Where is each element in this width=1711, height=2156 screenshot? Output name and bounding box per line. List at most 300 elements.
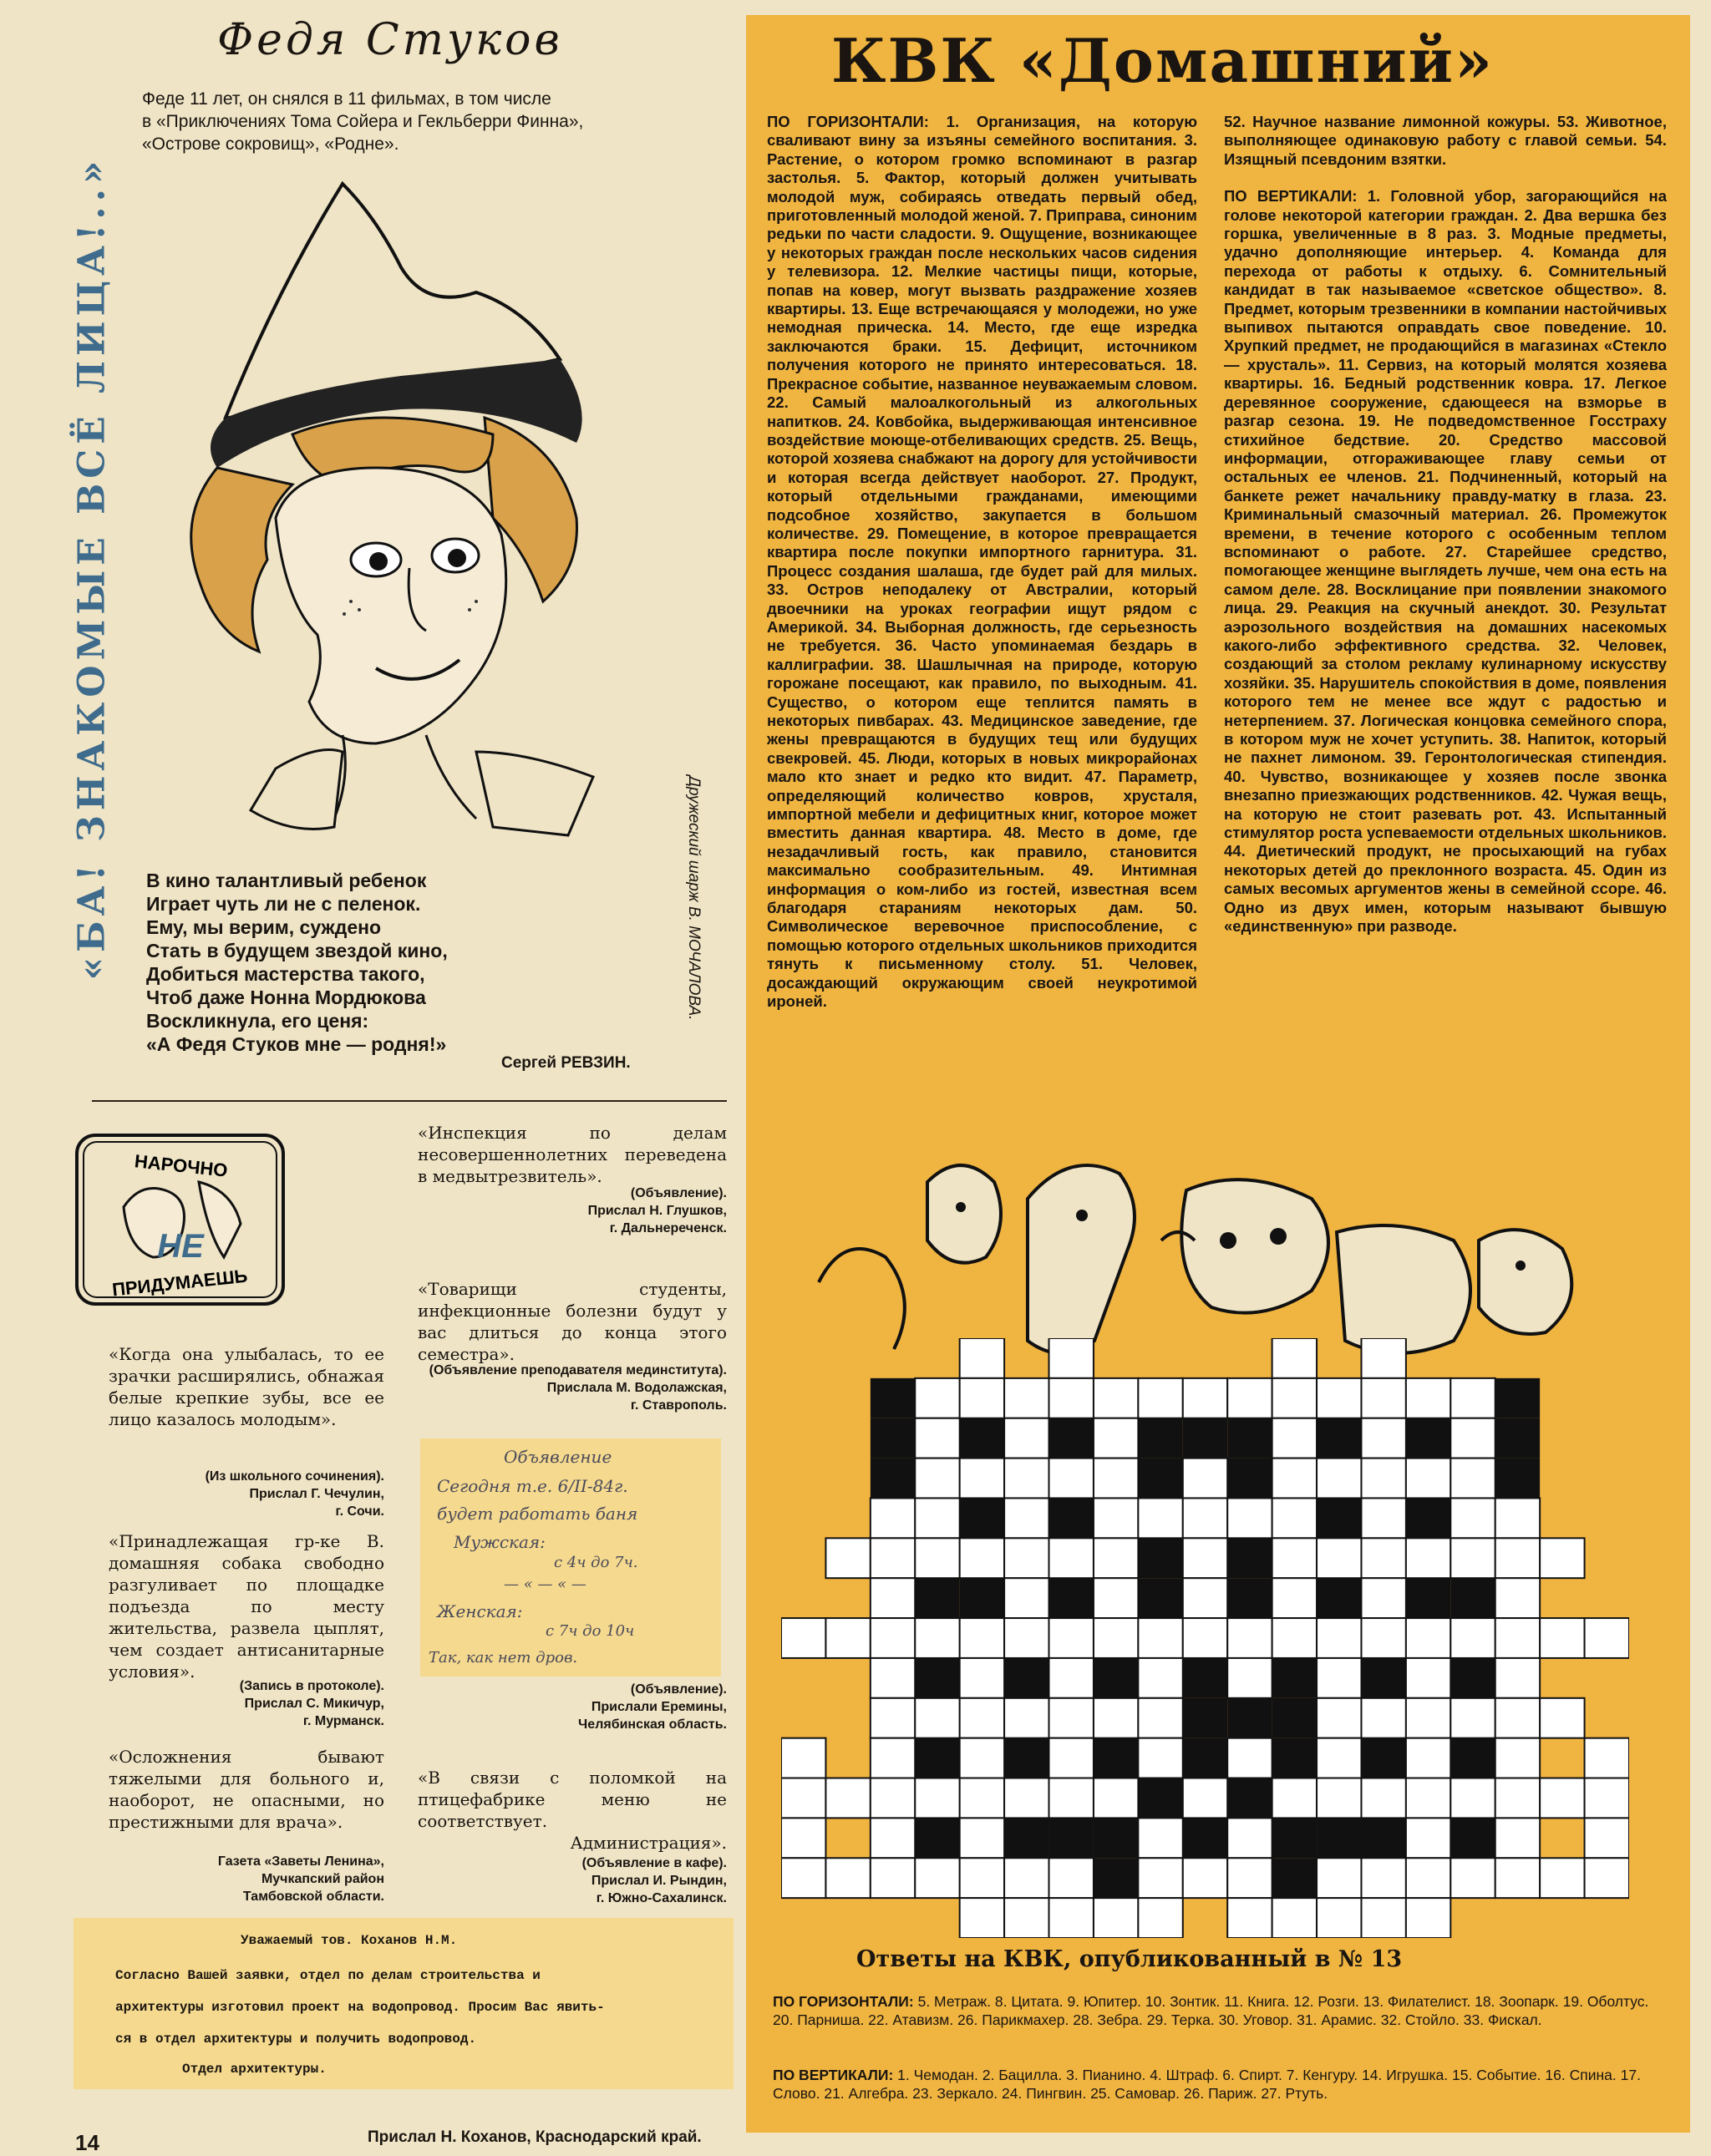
quote-source xyxy=(418,1185,727,1237)
grid-cell-white xyxy=(1272,1898,1317,1938)
grid-cell-white xyxy=(1540,1778,1584,1819)
note-line: с 7ч до 10ч xyxy=(546,1622,635,1640)
grid-cell-white xyxy=(960,1858,1004,1898)
grid-cell-black xyxy=(1495,1458,1540,1499)
article-title: Федя Стуков xyxy=(217,15,563,65)
grid-cell-white xyxy=(960,1818,1004,1858)
grid-cell-white xyxy=(1406,1778,1450,1819)
grid-cell-black xyxy=(915,1658,959,1698)
grid-cell-black xyxy=(1585,1538,1629,1578)
grid-cell-white xyxy=(871,1778,915,1819)
grid-cell-white xyxy=(1495,1578,1540,1618)
grid-cell-white xyxy=(1094,1698,1138,1738)
grid-cell-black xyxy=(1049,1578,1094,1618)
grid-cell-white xyxy=(1183,1858,1227,1898)
grid-cell-black xyxy=(1272,1738,1317,1778)
grid-cell-white xyxy=(960,1698,1004,1738)
grid-cell-white xyxy=(871,1858,915,1898)
quote-source xyxy=(109,1853,384,1905)
grid-cell-black xyxy=(781,1538,825,1578)
grid-cell-black xyxy=(781,1338,825,1378)
badge-line-2: НЕ xyxy=(157,1228,204,1265)
grid-cell-black xyxy=(871,1378,915,1418)
grid-cell-black xyxy=(871,1338,915,1378)
answers-down xyxy=(773,2066,1671,2103)
grid-cell-white xyxy=(1227,1898,1272,1938)
grid-cell-black xyxy=(871,1458,915,1499)
grid-cell-white xyxy=(781,1778,825,1819)
grid-cell-white xyxy=(1183,1498,1227,1538)
grid-cell-white xyxy=(781,1858,825,1898)
grid-cell-white xyxy=(1361,1858,1405,1898)
grid-cell-black xyxy=(1227,1418,1272,1458)
grid-cell-white xyxy=(1585,1778,1629,1819)
grid-cell-white xyxy=(1361,1698,1405,1738)
grid-cell-black xyxy=(1272,1858,1317,1898)
note-line: Мужская: xyxy=(454,1532,546,1552)
quote-source xyxy=(109,1677,384,1730)
grid-cell-white xyxy=(1138,1378,1182,1418)
grid-cell-white xyxy=(1317,1778,1361,1819)
grid-cell-black xyxy=(1138,1458,1182,1499)
grid-cell-black xyxy=(1585,1378,1629,1418)
grid-cell-black xyxy=(1317,1818,1361,1858)
grid-cell-white xyxy=(1094,1898,1138,1938)
grid-cell-white xyxy=(1495,1618,1540,1658)
grid-cell-black xyxy=(1094,1818,1138,1858)
note-line: Женская: xyxy=(437,1601,523,1621)
grid-cell-white xyxy=(1406,1858,1450,1898)
grid-cell-white xyxy=(825,1538,870,1578)
grid-cell-white xyxy=(1004,1498,1048,1538)
grid-cell-white xyxy=(1138,1858,1182,1898)
grid-cell-black xyxy=(1406,1498,1450,1538)
poem-line: Добиться мастерства такого, xyxy=(146,963,425,985)
grid-cell-white xyxy=(1004,1698,1048,1738)
grid-cell-white xyxy=(1049,1458,1094,1499)
grid-cell-white xyxy=(1450,1858,1495,1898)
quote: «Товарищи студенты, инфекционные болезни будут у вас длиться до конца этого семестра». xyxy=(418,1279,727,1364)
grid-cell-white xyxy=(1227,1658,1272,1698)
quote-source xyxy=(418,1362,727,1414)
grid-cell-black xyxy=(1585,1898,1629,1938)
grid-cell-white xyxy=(1138,1498,1182,1538)
letter-line: ся в отдел архитектуры и получить водопровод. xyxy=(115,2032,477,2047)
grid-cell-white xyxy=(1272,1338,1317,1378)
grid-cell-white xyxy=(1317,1618,1361,1658)
grid-cell-black xyxy=(781,1578,825,1618)
grid-cell-white xyxy=(781,1818,825,1858)
grid-cell-white xyxy=(1004,1378,1048,1418)
grid-cell-black xyxy=(1183,1818,1227,1858)
grid-cell-black xyxy=(1004,1338,1048,1378)
note-line: с 4ч до 7ч. xyxy=(554,1554,638,1571)
grid-cell-black xyxy=(1138,1778,1182,1819)
grid-cell-white xyxy=(1406,1698,1450,1738)
grid-cell-white xyxy=(915,1418,959,1458)
grid-cell-black xyxy=(1540,1738,1584,1778)
grid-cell-white xyxy=(1049,1658,1094,1698)
grid-cell-white xyxy=(1049,1898,1094,1938)
grid-cell-white xyxy=(825,1618,870,1658)
grid-cell-black xyxy=(1317,1498,1361,1538)
grid-cell-white xyxy=(1004,1418,1048,1458)
grid-cell-white xyxy=(1317,1858,1361,1898)
quote-source-lead: Администрация». xyxy=(570,1833,727,1853)
source-line: (Объявление преподавателя мединститута). xyxy=(429,1363,727,1377)
grid-cell-black xyxy=(1585,1578,1629,1618)
grid-cell-white xyxy=(1317,1898,1361,1938)
letter-line: Уважаемый тов. Коханов Н.М. xyxy=(241,1933,458,1948)
grid-cell-white xyxy=(1495,1698,1540,1738)
grid-cell-white xyxy=(1317,1458,1361,1499)
grid-cell-white xyxy=(1049,1778,1094,1819)
caricature-credit-text: Дружеский шарж В. МОЧАЛОВА. xyxy=(685,775,703,1021)
grid-cell-black xyxy=(1227,1698,1272,1738)
grid-cell-white xyxy=(1272,1618,1317,1658)
grid-cell-black xyxy=(1361,1818,1405,1858)
grid-cell-white xyxy=(1361,1378,1405,1418)
grid-cell-white xyxy=(1272,1418,1317,1458)
grid-cell-white xyxy=(1183,1378,1227,1418)
grid-cell-white xyxy=(1004,1858,1048,1898)
grid-cell-white xyxy=(1138,1658,1182,1698)
grid-cell-white xyxy=(1450,1458,1495,1499)
grid-cell-black xyxy=(1004,1738,1048,1778)
grid-cell-black xyxy=(825,1898,870,1938)
grid-cell-white xyxy=(1183,1458,1227,1499)
grid-cell-black xyxy=(1183,1698,1227,1738)
grid-cell-black xyxy=(825,1738,870,1778)
grid-cell-white xyxy=(1227,1818,1272,1858)
note-line: Так, как нет дров. xyxy=(429,1649,578,1666)
grid-cell-white xyxy=(915,1778,959,1819)
grid-cell-black xyxy=(1361,1658,1405,1698)
quote: «Когда она улыбалась, то ее зрачки расширялись, обнажая белые крепкие зубы, все ее лицо казалось молодым». xyxy=(109,1344,384,1429)
grid-cell-black xyxy=(915,1898,959,1938)
grid-cell-white xyxy=(915,1858,959,1898)
grid-cell-black xyxy=(1540,1578,1584,1618)
intro-line: в «Приключениях Тома Сойера и Гекльберри Финна», xyxy=(142,112,584,131)
grid-cell-white xyxy=(1183,1578,1227,1618)
grid-cell-white xyxy=(871,1818,915,1858)
grid-cell-black xyxy=(1450,1338,1495,1378)
caricature-credit xyxy=(668,727,718,1069)
grid-cell-white xyxy=(1049,1378,1094,1418)
grid-cell-white xyxy=(1450,1618,1495,1658)
grid-cell-black xyxy=(1317,1418,1361,1458)
grid-cell-black xyxy=(1183,1898,1227,1938)
grid-cell-white xyxy=(1317,1538,1361,1578)
grid-cell-white xyxy=(871,1698,915,1738)
grid-cell-black xyxy=(781,1498,825,1538)
grid-cell-black xyxy=(1406,1578,1450,1618)
crossword-title: КВК «Домашний» xyxy=(831,25,1495,96)
grid-cell-black xyxy=(1540,1378,1584,1418)
grid-cell-black xyxy=(915,1338,959,1378)
grid-cell-black xyxy=(781,1378,825,1418)
grid-cell-black xyxy=(1540,1338,1584,1378)
grid-cell-white xyxy=(1049,1858,1094,1898)
grid-cell-white xyxy=(1406,1738,1450,1778)
source-line: г. Ставрополь. xyxy=(630,1398,727,1413)
grid-cell-white xyxy=(1004,1578,1048,1618)
poem-line: Воскликнула, его ценя: xyxy=(146,1010,369,1032)
grid-cell-black xyxy=(1450,1738,1495,1778)
grid-cell-black xyxy=(1227,1338,1272,1378)
divider xyxy=(92,1100,727,1102)
clues-column-2 xyxy=(1224,113,1667,936)
intro-line: Феде 11 лет, он снялся в 11 фильмах, в том числе xyxy=(142,89,551,109)
poem-line: Ему, мы верим, суждено xyxy=(146,916,382,938)
grid-cell-white xyxy=(1094,1538,1138,1578)
grid-cell-white xyxy=(915,1378,959,1418)
grid-cell-black xyxy=(1004,1658,1048,1698)
grid-cell-black xyxy=(1450,1818,1495,1858)
poem-line: Чтоб даже Нонна Мордюкова xyxy=(146,987,426,1008)
grid-cell-black xyxy=(825,1698,870,1738)
grid-cell-white xyxy=(1450,1498,1495,1538)
grid-cell-white xyxy=(1138,1618,1182,1658)
grid-cell-black xyxy=(1585,1418,1629,1458)
article-intro xyxy=(142,88,643,155)
grid-cell-white xyxy=(1361,1778,1405,1819)
grid-cell-black xyxy=(781,1458,825,1499)
grid-cell-white xyxy=(1272,1378,1317,1418)
grid-cell-black xyxy=(1183,1658,1227,1698)
grid-cell-white xyxy=(1004,1778,1048,1819)
answers-title: Ответы на КВК, опубликованный в № 13 xyxy=(856,1946,1403,1972)
poem-line: Играет чуть ли не с пеленок. xyxy=(146,893,421,915)
source-line: г. Мурманск. xyxy=(302,1714,384,1728)
grid-cell-black xyxy=(1094,1338,1138,1378)
grid-cell-white xyxy=(1227,1498,1272,1538)
source-line: (Объявление). xyxy=(630,1186,727,1200)
intro-line: «Острове сокровищ», «Родне». xyxy=(142,134,399,154)
source-line: (Объявление в кафе). xyxy=(581,1856,727,1870)
grid-cell-black xyxy=(1495,1338,1540,1378)
grid-cell-black xyxy=(960,1498,1004,1538)
grid-cell-white xyxy=(960,1618,1004,1658)
grid-cell-black xyxy=(1138,1578,1182,1618)
poem-author: Сергей РЕВЗИН. xyxy=(501,1054,631,1072)
source-line: Прислал И. Рындин, xyxy=(591,1874,727,1888)
poem xyxy=(146,869,597,1056)
quote: «Принадлежащая гр-ке В. домашняя собака свободно разгуливает по площадке подъезда по месту жительства, развела цыплят, чем создает антисанитарные условия». xyxy=(109,1531,384,1682)
note-line: Объявление xyxy=(504,1447,612,1467)
grid-cell-black xyxy=(825,1498,870,1538)
grid-cell-white xyxy=(960,1458,1004,1499)
grid-cell-white xyxy=(1361,1338,1405,1378)
grid-cell-white xyxy=(1049,1738,1094,1778)
grid-cell-white xyxy=(1183,1778,1227,1819)
grid-cell-black xyxy=(1227,1538,1272,1578)
grid-cell-white xyxy=(1450,1778,1495,1819)
grid-cell-black xyxy=(1094,1658,1138,1698)
grid-cell-black xyxy=(1540,1498,1584,1538)
grid-cell-black xyxy=(1317,1578,1361,1618)
grid-cell-black xyxy=(1183,1418,1227,1458)
quote: «Инспекция по делам несовершеннолетних переведена в медвытрезвитель». xyxy=(418,1123,727,1186)
grid-cell-black xyxy=(1540,1658,1584,1698)
grid-cell-white xyxy=(1406,1618,1450,1658)
grid-cell-black xyxy=(781,1698,825,1738)
grid-cell-white xyxy=(1495,1738,1540,1778)
grid-cell-black xyxy=(825,1458,870,1499)
grid-cell-black xyxy=(1317,1338,1361,1378)
grid-cell-black xyxy=(871,1418,915,1458)
grid-cell-black xyxy=(1450,1658,1495,1698)
clues-across-tail: 52. Научное название лимонной кожуры. 53. Животное, выполняющее одинаковую работу с главой семьи. 54. Изящный псевдоним взятки. xyxy=(1224,113,1667,168)
note-line: Сегодня т.е. 6/II-84г. xyxy=(437,1476,628,1496)
grid-cell-white xyxy=(1049,1618,1094,1658)
grid-cell-white xyxy=(960,1538,1004,1578)
quote: «В связи с поломкой на птицефабрике меню не соответствует. xyxy=(418,1768,727,1831)
grid-cell-white xyxy=(1049,1338,1094,1378)
grid-cell-black xyxy=(1495,1898,1540,1938)
grid-cell-black xyxy=(1183,1738,1227,1778)
grid-cell-black xyxy=(1540,1458,1584,1499)
grid-cell-white xyxy=(871,1538,915,1578)
source-line: Прислал Г. Чечулин, xyxy=(249,1487,384,1501)
grid-cell-white xyxy=(1361,1498,1405,1538)
grid-cell-white xyxy=(915,1458,959,1499)
page-number: 14 xyxy=(75,2130,99,2155)
grid-cell-black xyxy=(1585,1698,1629,1738)
grid-cell-white xyxy=(1406,1538,1450,1578)
source-line: Прислала М. Водолажская, xyxy=(546,1381,727,1395)
grid-cell-black xyxy=(781,1418,825,1458)
grid-cell-white xyxy=(1183,1618,1227,1658)
clues-column-1: ПО ГОРИЗОНТАЛИ: 1. Организация, на которую сваливают вину за изъяны семейного воспитания. 3. Растение, о котором громко вспоминают в разгар застолья. 5. Фактор, который должен учитывать молодой муж, собираясь отведать первый обед, приготовленный молодой женой. 7. Приправа, синоним редьки по части сладости. 9. Ощущение, возникающее у некоторых граждан после нескольких часов сидения у телевизора. 12. Мелкие частицы пищи, которые, попав на ковер, могут вызвать раздражение хозяев квартиры. 13. Еще встречающаяся у молодежи, но уже немодная прическа. 14. Место, где еще изредка заключаются браки. 15. Дефицит, источником получения которого не принято интересоваться. 18. Прекрасное событие, названное неуважаемым словом. 22. Самый малоалкогольный из алкогольных напитков. 24. Ковбойка, выдерживающая интенсивное воздействие моюще-отбеливающих средств. 25. Вещь, которой хозяева снабжают на дорогу для устойчивости и которая всегда действует наоборот. 27. Продукт, который отдельными гражданами, имеющими подсобное хозяйство, закупается в большом количестве. 29. Помещение, в которое превращается квартира после покупки импортного гарнитура. 31. Процесс создания шалаша, где будет рай для милых. 33. Остров неподалеку от Австралии, который двоечники на уроках географии ищут рядом с Америкой. 34. Выборная должность, где серьезность не требуется. 36. Часто упоминаемая бездарь в каллиграфии. 38. Шашлычная на природе, которую горожане посещают, как правило, по выходным. 41. Существо, о котором еще теплится память в некоторых пивбарах. 43. Медицинское заведение, где жены превращаются в будущих тещ или будущих свекровей. 45. Люди, которых в новых микрорайонах мало кто знает и редко кто видит. 47. Параметр, определяющий количество ковров, хрусталя, импортной мебели и дефицитных книг, которое может вместить данная квартира. 48. Место в доме, где незадачливый гость, как правило, становится максимально сообразительным. 49. Интимная информация о ком-либо из гостей, известная всем благодаря стараниям некоторых дам. 50. Символическое веревочное приспособление, с помощью которого отдельных школьников приходится тянуть к письменному столу. 51. Человек, досаждающий окружающим своей неукротимой ироней. xyxy=(767,113,1197,1011)
grid-cell-white xyxy=(871,1658,915,1698)
grid-cell-white xyxy=(1317,1698,1361,1738)
grid-cell-black xyxy=(825,1818,870,1858)
grid-cell-white xyxy=(1272,1578,1317,1618)
grid-cell-white xyxy=(1317,1378,1361,1418)
grid-cell-white xyxy=(1049,1698,1094,1738)
grid-cell-white xyxy=(960,1778,1004,1819)
grid-cell-white xyxy=(871,1498,915,1538)
grid-cell-white xyxy=(1004,1538,1048,1578)
grid-cell-black xyxy=(1004,1818,1048,1858)
grid-cell-white xyxy=(1361,1538,1405,1578)
grid-cell-white xyxy=(1585,1738,1629,1778)
grid-cell-black xyxy=(1540,1418,1584,1458)
handwritten-note xyxy=(420,1438,721,1677)
grid-cell-white xyxy=(1094,1578,1138,1618)
answers-down-label: ПО ВЕРТИКАЛИ: xyxy=(773,2067,894,2083)
grid-cell-white xyxy=(871,1578,915,1618)
grid-cell-black xyxy=(1585,1498,1629,1538)
grid-cell-black xyxy=(1585,1338,1629,1378)
grid-cell-white xyxy=(1317,1738,1361,1778)
grid-cell-white xyxy=(960,1658,1004,1698)
grid-cell-white xyxy=(1450,1418,1495,1458)
grid-cell-white xyxy=(1183,1538,1227,1578)
grid-cell-white xyxy=(781,1738,825,1778)
narochno-badge xyxy=(74,1132,287,1307)
grid-cell-black xyxy=(825,1418,870,1458)
poem-line: В кино талантливый ребенок xyxy=(146,870,427,891)
grid-cell-black xyxy=(1227,1778,1272,1819)
grid-cell-white xyxy=(1272,1458,1317,1499)
grid-cell-black xyxy=(1406,1338,1450,1378)
grid-cell-black xyxy=(960,1578,1004,1618)
grid-cell-white xyxy=(1094,1498,1138,1538)
section-title-text: «БА! ЗНАКОМЫЕ ВСЁ ЛИЦА!..» xyxy=(70,155,114,981)
source-line: Газета «Заветы Ленина», xyxy=(217,1854,384,1869)
source-line: Прислал С. Микичур, xyxy=(244,1697,384,1711)
letter-line: Согласно Вашей заявки, отдел по делам строительства и xyxy=(115,1968,541,1983)
grid-cell-black xyxy=(1049,1418,1094,1458)
grid-cell-white xyxy=(1540,1698,1584,1738)
grid-cell-white xyxy=(1272,1498,1317,1538)
quote-source xyxy=(109,1468,384,1520)
grid-cell-white xyxy=(1450,1698,1495,1738)
grid-cell-white xyxy=(1585,1618,1629,1658)
grid-cell-black xyxy=(781,1658,825,1698)
grid-cell-white xyxy=(960,1378,1004,1418)
note-line: будет работать баня xyxy=(437,1504,638,1524)
grid-cell-black xyxy=(1049,1498,1094,1538)
source-line: (Объявление). xyxy=(630,1682,727,1697)
letter-credit: Прислал Н. Коханов, Краснодарский край. xyxy=(368,2128,702,2146)
grid-cell-black xyxy=(1406,1418,1450,1458)
grid-cell-white xyxy=(1272,1538,1317,1578)
grid-cell-white xyxy=(1227,1378,1272,1418)
clues-down: ПО ВЕРТИКАЛИ: 1. Головной убор, загорающийся на голове некоторой категории граждан. 2. Два вершка без горшка, увеличенные в 8 раз. 3. Модные предметы, удачно дополняющие интерьер. 4. Команда для перехода от работы к отдыху. 6. Сомнительный кандидат в так называемое «светское общество». 8. Предмет, которым трезвенники в компании настойчивых выпивох пытаются оправдать свое поведение. 10. Хрупкий предмет, не продающийся в магазинах «Стекло — хрусталь». 11. Сервиз, на который молятся хозяева квартиры. 16. Бедный родственник ковра. 17. Легкое деревянное сооружение, сдающееся на взморье в разгар сезона. 19. Не подведомственное Госстраху стихийное бедствие. 20. Средство массовой информации, отгораживающее главу семьи от остальных ее членов. 21. Подчиненный, который на банкете режет начальнику правду-матку в глаза. 23. Криминальный смазочный материал. 26. Промежуток времени, в течение которого с особенным теплом вспоминают о работе. 27. Старейшее средство, помогающее женщине выглядеть лучше, чем она есть на самом деле. 28. Восклицание при появлении знакомого лица. 29. Реакция на скучный анекдот. 30. Результат аэрозольного воздействия на домашних насекомых какого-либо эффективного средства. 32. Человек, создающий за столом рекламу кулинарному искусству хозяйки. 35. Нарушитель спокойствия в доме, появления которого тем не менее все ждут с радостью и нетерпением. 37. Логическая концовка семейного спора, в котором муж не хочет уступить. 38. Напиток, который не пахнет лимоном. 39. Геронтологическая стипендия. 40. Чувство, возникающее у хозяев после звонка внезапно приезжающих родственников. 42. Чужая вещь, на которую не стоит разевать рот. 43. Испытанный стимулятор роста успеваемости отдельных школьников. 44. Диетический продукт, не просыхающий на губах некоторых детей до преклонного возраста. 45. Один из самых весомых аргументов жены в семейной ссоре. 46. Одно из двух имен, которым называют бывшую «единственную» при разводе. xyxy=(1224,187,1667,936)
quote: «Осложнения бывают тяжелыми для больного и, наоборот, не опасными, но престижными для врача». xyxy=(109,1747,384,1832)
grid-cell-white xyxy=(1585,1818,1629,1858)
grid-cell-black xyxy=(1094,1858,1138,1898)
grid-cell-white xyxy=(1004,1618,1048,1658)
grid-cell-black xyxy=(1361,1738,1405,1778)
grid-cell-white xyxy=(1094,1378,1138,1418)
grid-cell-white xyxy=(1094,1778,1138,1819)
grid-cell-white xyxy=(1227,1738,1272,1778)
grid-cell-white xyxy=(960,1898,1004,1938)
grid-cell-white xyxy=(1138,1898,1182,1938)
grid-cell-white xyxy=(781,1618,825,1658)
grid-cell-white xyxy=(1406,1458,1450,1499)
grid-cell-white xyxy=(1004,1898,1048,1938)
grid-cell-black xyxy=(915,1578,959,1618)
poem-line: «А Федя Стуков мне — родня!» xyxy=(146,1033,447,1055)
grid-cell-white xyxy=(1495,1538,1540,1578)
answers-across-text: 5. Метраж. 8. Цитата. 9. Юпитер. 10. Зонтик. 11. Книга. 12. Розги. 13. Филателист. 18. Зоопарк. 19. Оболтус. 20. Парниша. 22. Атавизм. 26. Парикмахер. 28. Зебра. 29. Терка. 30. Уговор. 31. Арамис. 32. Стойло. 33. Фискал. xyxy=(773,1993,1649,2028)
grid-cell-black xyxy=(1272,1698,1317,1738)
grid-cell-white xyxy=(1094,1458,1138,1499)
grid-cell-white xyxy=(1540,1858,1584,1898)
grid-cell-white xyxy=(1361,1458,1405,1499)
source-line: г. Южно-Сахалинск. xyxy=(596,1891,727,1905)
letter-line: архитектуры изготовил проект на водопровод. Просим Вас явить- xyxy=(115,2000,605,2015)
grid-cell-black xyxy=(1450,1898,1495,1938)
grid-cell-white xyxy=(825,1858,870,1898)
grid-cell-black xyxy=(1495,1378,1540,1418)
grid-cell-black xyxy=(1183,1338,1227,1378)
letter-clipping xyxy=(74,1918,734,2089)
source-line: г. Сочи. xyxy=(335,1504,384,1519)
grid-cell-black xyxy=(1094,1738,1138,1778)
grid-cell-black xyxy=(825,1658,870,1698)
grid-cell-black xyxy=(915,1738,959,1778)
grid-cell-white xyxy=(1406,1378,1450,1418)
source-line: Мучкапский район xyxy=(261,1872,384,1886)
badge-line-1: НАРОЧНО xyxy=(133,1150,229,1181)
grid-cell-white xyxy=(871,1618,915,1658)
